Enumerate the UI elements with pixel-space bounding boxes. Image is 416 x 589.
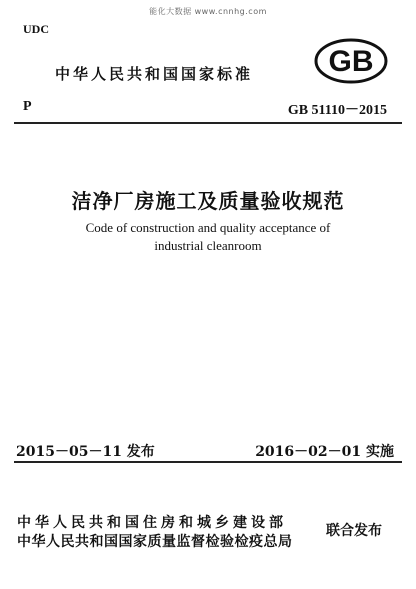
national-standard-label: 中华人民共和国国家标准 <box>55 65 254 83</box>
joint-release-label: 联合发布 <box>326 523 382 539</box>
implementation-date: 2016－02－01 实施 <box>255 444 394 460</box>
publisher-line-1: 中华人民共和国住房和城乡建设部 <box>17 515 287 531</box>
title-chinese: 洁净厂房施工及质量验收规范 <box>71 189 345 213</box>
gb-logo-text: GB <box>328 45 374 78</box>
standard-number: GB 51110－2015 <box>287 103 387 118</box>
udc-label: UDC <box>23 22 49 36</box>
title-english <box>0 219 416 255</box>
header-divider <box>14 122 402 124</box>
category-code: P <box>23 99 32 114</box>
title-english-line-2: industrial cleanroom <box>154 238 262 253</box>
footer-divider <box>14 461 402 463</box>
watermark-text: 能化大数据 www.cnnhg.com <box>149 7 267 16</box>
issue-date: 2015－05－11 发布 <box>16 444 155 460</box>
publisher-line-2: 中华人民共和国国家质量监督检验检疫总局 <box>17 534 293 550</box>
gb-logo <box>314 38 388 84</box>
title-english-line-1: Code of construction and quality acceptance of <box>85 220 331 235</box>
